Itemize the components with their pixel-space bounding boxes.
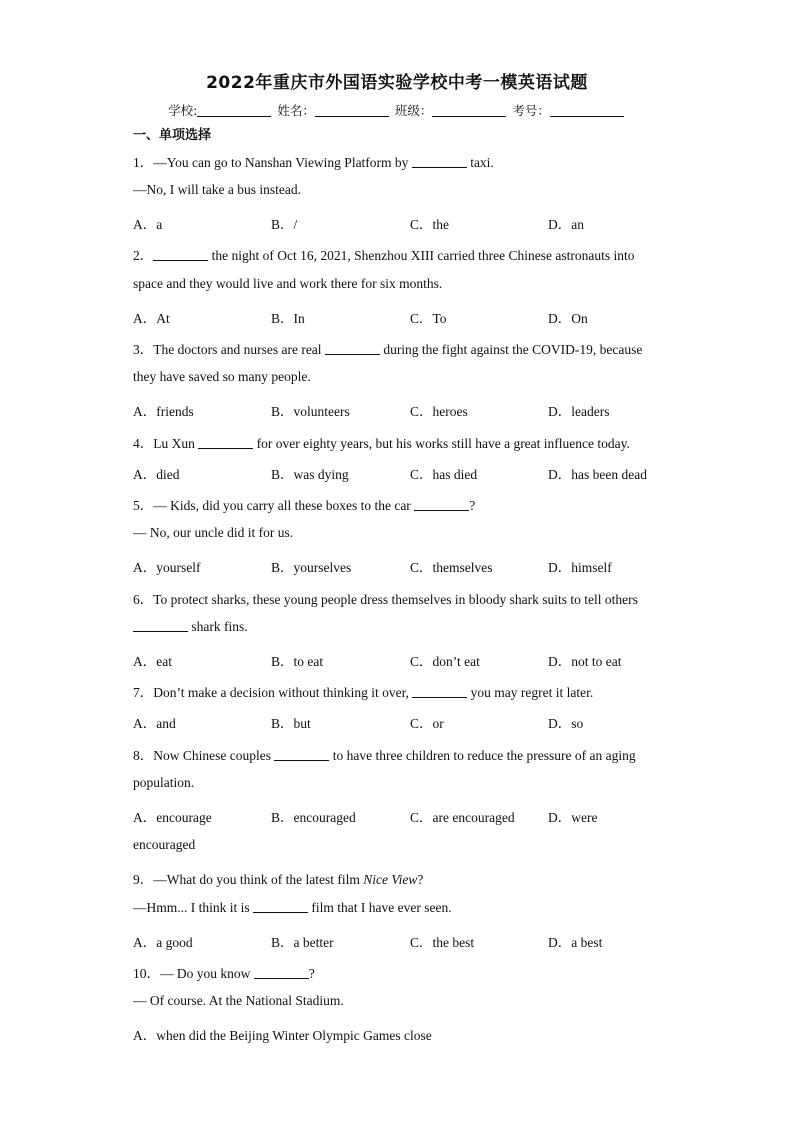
option-a[interactable]: A．when did the Beijing Winter Olympic Games close bbox=[133, 1028, 432, 1043]
question-8-stem-cont: population. bbox=[133, 775, 195, 790]
stem-text: taxi. bbox=[470, 155, 494, 170]
option-b[interactable]: B．encouraged bbox=[271, 810, 356, 825]
stem-text: during the fight against the COVID-19, because bbox=[383, 342, 643, 357]
question-5-stem bbox=[133, 494, 475, 514]
option-d[interactable]: D．not to eat bbox=[548, 654, 622, 669]
question-3-stem bbox=[133, 338, 642, 358]
stem-text: 5．— Kids, did you carry all these boxes to the car bbox=[133, 498, 411, 513]
option-b[interactable]: B．volunteers bbox=[271, 404, 350, 419]
option-d[interactable]: D．On bbox=[548, 311, 588, 326]
option-b[interactable]: B．but bbox=[271, 716, 311, 731]
answer-blank bbox=[133, 620, 188, 632]
question-8-stem bbox=[133, 744, 636, 764]
option-a[interactable]: A．a bbox=[133, 217, 163, 232]
question-6-stem: 6．To protect sharks, these young people dress themselves in bloody shark suits to tell others bbox=[133, 592, 638, 607]
question-7-stem bbox=[133, 681, 593, 701]
option-a[interactable]: A．died bbox=[133, 467, 180, 482]
stem-text: ? bbox=[308, 966, 315, 981]
answer-blank bbox=[325, 343, 380, 355]
option-a[interactable]: A．friends bbox=[133, 404, 194, 419]
option-b[interactable]: B．/ bbox=[271, 217, 298, 232]
page-title: 2022年重庆市外国语实验学校中考一模英语试题 bbox=[206, 73, 588, 93]
answer-blank bbox=[412, 156, 467, 168]
option-c[interactable]: C．are encouraged bbox=[410, 810, 515, 825]
question-1-reply: —No, I will take a bus instead. bbox=[133, 182, 301, 197]
film-title: Nice View bbox=[363, 872, 418, 887]
option-c[interactable]: C．has died bbox=[410, 467, 478, 482]
option-b[interactable]: B．a better bbox=[271, 935, 334, 950]
answer-blank bbox=[254, 967, 309, 979]
answer-blank bbox=[274, 749, 329, 761]
name-field[interactable] bbox=[315, 104, 389, 117]
option-d[interactable]: D．a best bbox=[548, 935, 603, 950]
option-d[interactable]: D．himself bbox=[548, 560, 612, 575]
stem-text: the night of Oct 16, 2021, Shenzhou XIII carried three Chinese astronauts into bbox=[211, 248, 635, 263]
stem-text: —Hmm... I think it is bbox=[133, 900, 250, 915]
option-a[interactable]: A．encourage bbox=[133, 810, 212, 825]
option-c[interactable]: C．the best bbox=[410, 935, 475, 950]
answer-blank bbox=[412, 686, 467, 698]
number-label: 考号： bbox=[512, 103, 550, 118]
class-label: 班级： bbox=[394, 103, 433, 118]
class-field[interactable] bbox=[432, 104, 506, 117]
stem-text: film that I have ever seen. bbox=[311, 900, 452, 915]
option-c[interactable]: C．the bbox=[410, 217, 449, 232]
stem-text: 4．Lu Xun bbox=[133, 436, 195, 451]
option-d[interactable]: D．were bbox=[548, 810, 598, 825]
question-3-stem-cont: they have saved so many people. bbox=[133, 369, 311, 384]
school-field[interactable] bbox=[197, 104, 271, 117]
stem-text: 9．—What do you think of the latest film bbox=[133, 872, 360, 887]
stem-text: to have three children to reduce the pressure of an aging bbox=[332, 748, 636, 763]
option-a[interactable]: A．and bbox=[133, 716, 176, 731]
answer-blank bbox=[153, 249, 208, 261]
question-10-reply: — Of course. At the National Stadium. bbox=[133, 993, 344, 1008]
option-d[interactable]: D．an bbox=[548, 217, 584, 232]
name-label: 姓名： bbox=[277, 103, 315, 118]
number-field[interactable] bbox=[550, 104, 624, 117]
option-a[interactable]: A．a good bbox=[133, 935, 193, 950]
option-a[interactable]: A．eat bbox=[133, 654, 172, 669]
stem-text: ? bbox=[417, 872, 424, 887]
stem-text: 3．The doctors and nurses are real bbox=[133, 342, 322, 357]
section-heading: 一、单项选择 bbox=[133, 128, 212, 143]
student-info-row bbox=[0, 101, 794, 119]
question-9-stem bbox=[133, 868, 423, 888]
question-2-stem bbox=[133, 244, 635, 264]
option-b[interactable]: B．was dying bbox=[271, 467, 349, 482]
question-6-stem-cont bbox=[133, 619, 248, 635]
option-c[interactable]: C．heroes bbox=[410, 404, 468, 419]
option-c[interactable]: C．or bbox=[410, 716, 444, 731]
option-d-wrap[interactable]: encouraged bbox=[133, 837, 196, 852]
stem-text: 7．Don’t make a decision without thinking it over, bbox=[133, 685, 409, 700]
question-2-stem-cont: space and they would live and work there for six months. bbox=[133, 276, 443, 291]
answer-blank bbox=[198, 437, 253, 449]
question-9-reply bbox=[133, 900, 452, 916]
option-d[interactable]: D．leaders bbox=[548, 404, 610, 419]
option-d[interactable]: D．has been dead bbox=[548, 467, 647, 482]
stem-text: 8．Now Chinese couples bbox=[133, 748, 271, 763]
option-a[interactable]: A．At bbox=[133, 311, 170, 326]
option-b[interactable]: B．yourselves bbox=[271, 560, 352, 575]
stem-text: ? bbox=[469, 498, 476, 513]
school-label: 学校: bbox=[168, 103, 198, 118]
option-c[interactable]: C．themselves bbox=[410, 560, 493, 575]
answer-blank bbox=[253, 901, 308, 913]
question-1-stem bbox=[133, 151, 494, 171]
stem-text: 2． bbox=[133, 248, 154, 263]
option-b[interactable]: B．In bbox=[271, 311, 305, 326]
option-c[interactable]: C．To bbox=[410, 311, 447, 326]
option-c[interactable]: C．don’t eat bbox=[410, 654, 480, 669]
option-d[interactable]: D．so bbox=[548, 716, 584, 731]
question-10-stem bbox=[133, 962, 315, 982]
stem-text: 1．—You can go to Nanshan Viewing Platform by bbox=[133, 155, 409, 170]
stem-text: shark fins. bbox=[191, 619, 248, 634]
stem-text: for over eighty years, but his works still have a great influence today. bbox=[256, 436, 630, 451]
option-a[interactable]: A．yourself bbox=[133, 560, 201, 575]
question-4-stem bbox=[133, 432, 630, 452]
stem-text: you may regret it later. bbox=[470, 685, 594, 700]
question-5-reply: — No, our uncle did it for us. bbox=[133, 525, 294, 540]
option-b[interactable]: B．to eat bbox=[271, 654, 324, 669]
answer-blank bbox=[414, 499, 469, 511]
stem-text: 10．— Do you know bbox=[133, 966, 251, 981]
